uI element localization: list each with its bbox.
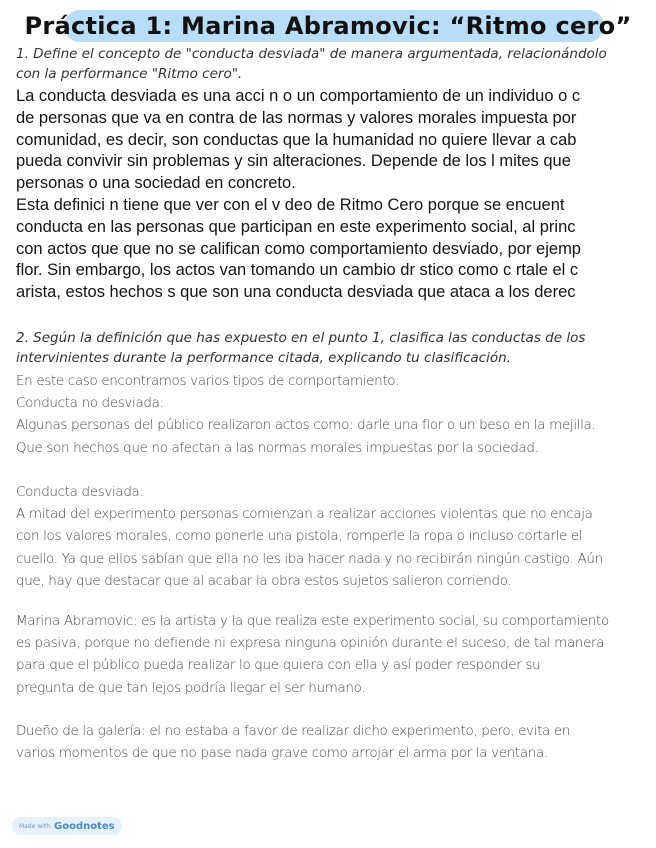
- question-2-line: 2. Según la definición que has expuesto en el punto 1, clasifica las conductas de los: [16, 330, 586, 346]
- answer-2-line: pregunta de que tan lejos podría llegar el ser humano.: [16, 679, 366, 696]
- answer-2-line: es pasiva, porque no defiende ni expresa ninguna opinión durante el suceso, de tal manera: [16, 635, 605, 652]
- answer-1: [16, 86, 656, 304]
- answer-1-line: comunidad, es decir, son conductas que la humanidad no quiere llevar a cab: [16, 130, 577, 149]
- answer-2-intro: [16, 370, 656, 459]
- answer-1-line: La conducta desviada es una acci n o un comportamiento de un individuo o c: [16, 87, 581, 105]
- answer-2-line: que, hay que destacar que al acabar la obra estos sujetos salieron corriendo.: [16, 572, 512, 589]
- answer-2-line: En este caso encontramos varios tipos de comportamiento:: [16, 373, 400, 389]
- watermark-prefix: Made with: [19, 822, 50, 830]
- answer-2-desviada: [16, 481, 656, 592]
- answer-1-line: conducta en las personas que participan en este experimento social, al princ: [16, 217, 576, 236]
- answer-2-line: varios momentos de que no pase nada grave como arrojar el arma por la ventana.: [16, 745, 548, 762]
- question-2-line: intervinientes durante la performance citada, explicando tu clasificación.: [16, 350, 511, 366]
- answer-2-galeria: [16, 720, 656, 764]
- question-2: [16, 328, 646, 368]
- page-title: Práctica 1: Marina Abramovic: “Ritmo cero”: [24, 12, 632, 40]
- question-1-line: con la performance "Ritmo cero".: [16, 66, 243, 82]
- answer-1-line: pueda convivir sin problemas y sin alteraciones. Depende de los l mites que: [16, 152, 571, 171]
- answer-2-line: Algunas personas del público realizaron actos como: darle una flor o un beso en la mejilla.: [16, 417, 596, 434]
- answer-2-line: Marina Abramovic: es la artista y la que realiza este experimento social, su comportamiento: [16, 613, 609, 629]
- answer-1-line: personas o una sociedad en concreto.: [16, 174, 296, 193]
- answer-2-marina: [16, 610, 656, 699]
- watermark-brand: Goodnotes: [54, 820, 115, 832]
- answer-2-line: A mitad del experimento personas comienzan a realizar acciones violentas que no encaja: [16, 506, 593, 523]
- question-1: [16, 44, 646, 84]
- answer-2-line: con los valores morales, como ponerle una pistola, romperle la ropa o incluso cortarle el: [16, 528, 583, 545]
- answer-2-line: para que el público pueda realizar lo que quiera con ella y así poder responder su: [16, 657, 541, 674]
- answer-2-line: Dueño de la galería: el no estaba a favor de realizar dicho experimento, pero, evita en: [16, 723, 571, 739]
- question-1-line: 1. Define el concepto de "conducta desviada" de manera argumentada, relacionándolo: [16, 46, 607, 62]
- answer-1-line: con actos que que no se califican como comportamiento desviado, por ejemp: [16, 239, 581, 258]
- answer-2-heading: Conducta desviada:: [16, 484, 144, 500]
- answer-1-line: Esta definici n tiene que ver con el v deo de Ritmo Cero porque se encuent: [16, 195, 565, 214]
- goodnotes-watermark: [12, 817, 122, 835]
- answer-1-line: de personas que va en contra de las normas y valores morales impuesta por: [16, 108, 577, 127]
- answer-2-heading: Conducta no desviada:: [16, 395, 164, 412]
- answer-1-line: arista, estos hechos s que son una conducta desviada que ataca a los derec: [16, 283, 576, 302]
- answer-1-line: flor. Sin embargo, los actos van tomando un cambio dr stico como c rtale el c: [16, 261, 579, 280]
- answer-2-line: Que son hechos que no afectan a las normas morales impuestas por la sociedad.: [16, 439, 539, 456]
- answer-2-line: cuello. Ya que ellos sabían que ella no les iba hacer nada y no recibirán ningún castigo. Aún: [16, 550, 603, 567]
